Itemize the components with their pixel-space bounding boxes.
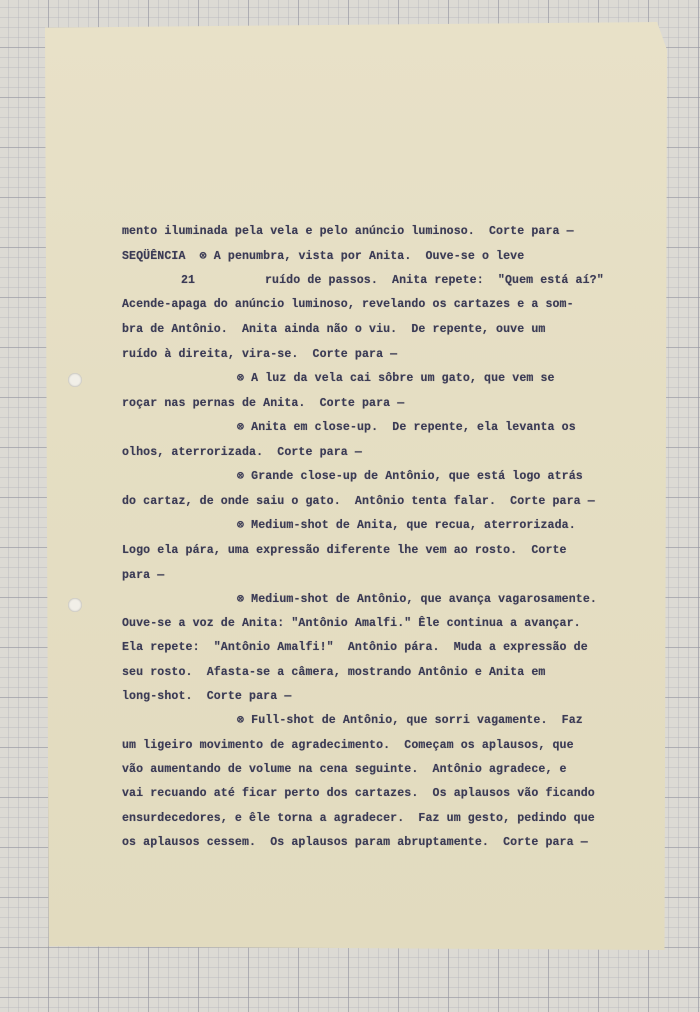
script-line: ruído de passos. Anita repete: "Quem está aí?" (265, 274, 604, 287)
sequence-heading-line: SEQÜÊNCIA ⊗ A penumbra, vista por Anita. Ouve-se o leve (122, 250, 525, 263)
script-line: Ouve-se a voz de Anita: "Antônio Amalfi." Êle continua a avançar. (122, 617, 581, 630)
script-line: mento iluminada pela vela e pelo anúncio luminoso. Corte para — (122, 225, 574, 238)
shot-line: ⊗ Full-shot de Antônio, que sorri vagamente. Faz (237, 714, 583, 727)
script-line: ruído à direita, vira-se. Corte para — (122, 348, 398, 361)
script-line: roçar nas pernas de Anita. Corte para — (122, 397, 405, 410)
script-line: seu rosto. Afasta-se a câmera, mostrando Antônio e Anita em (122, 666, 546, 679)
script-line: Acende-apaga do anúncio luminoso, revelando os cartazes e a som- (122, 298, 574, 311)
script-line: Logo ela pára, uma expressão diferente lhe vem ao rosto. Corte (122, 544, 567, 557)
script-line: bra de Antônio. Anita ainda não o viu. De repente, ouve um (122, 323, 546, 336)
script-line: long-shot. Corte para — (122, 690, 292, 703)
script-line: para — (122, 569, 165, 582)
sequence-number: 21 (181, 274, 196, 287)
shot-line: ⊗ Anita em close-up. De repente, ela levanta os (237, 421, 576, 434)
script-line: vão aumentando de volume na cena seguinte. Antônio agradece, e (122, 763, 567, 776)
script-line: um ligeiro movimento de agradecimento. Começam os aplausos, que (122, 739, 574, 752)
script-line: vai recuando até ficar perto dos cartazes. Os aplausos vão ficando (122, 787, 595, 800)
shot-line: ⊗ Grande close-up de Antônio, que está logo atrás (237, 470, 583, 483)
shot-line: ⊗ Medium-shot de Antônio, que avança vagarosamente. (237, 593, 597, 606)
shot-line: ⊗ A luz da vela cai sôbre um gato, que vem se (237, 372, 555, 385)
shot-line: ⊗ Medium-shot de Anita, que recua, aterrorizada. (237, 519, 576, 532)
script-line: olhos, aterrorizada. Corte para — (122, 446, 362, 459)
script-line: ensurdecedores, e êle torna a agradecer. Faz um gesto, pedindo que (122, 812, 595, 825)
script-line: do cartaz, de onde saiu o gato. Antônio tenta falar. Corte para — (122, 495, 595, 508)
script-line: os aplausos cessem. Os aplausos param abruptamente. Corte para — (122, 836, 588, 849)
script-line: Ela repete: "Antônio Amalfi!" Antônio pára. Muda a expressão de (122, 641, 588, 654)
